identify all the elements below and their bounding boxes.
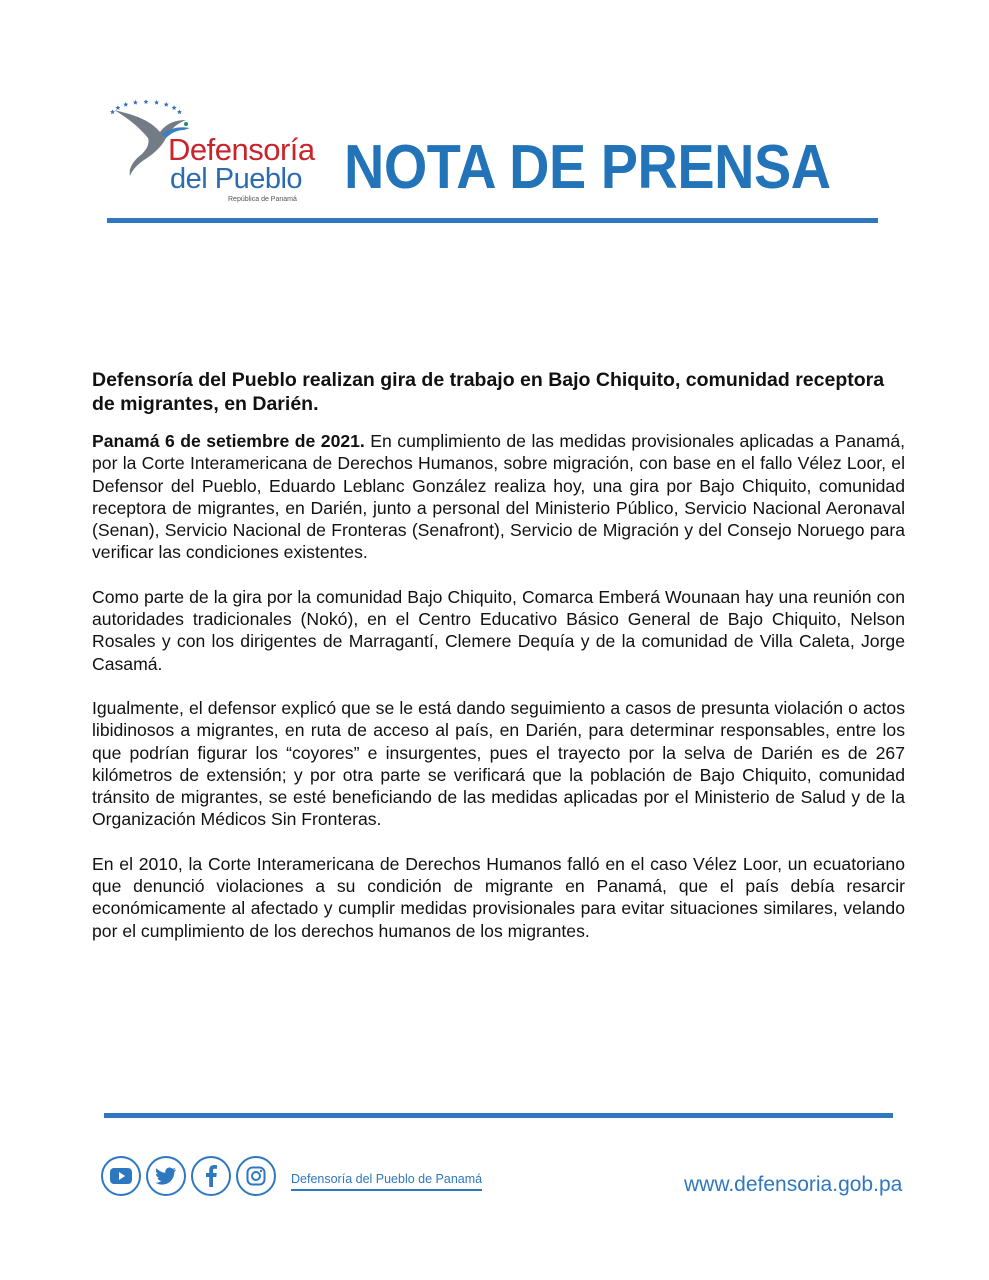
article-paragraph-1-text: En cumplimiento de las medidas provisionales aplicadas a Panamá, por la Corte Interamericana de Derechos Humanos, sobre migración, con base en el fallo Vélez Loor, el Defensor del Pueblo, Eduardo Leblanc González realiza hoy, una gira por Bajo Chiquito, comunidad receptora de migrantes, en Darién, junto a personal del Ministerio Público, Servicio Nacional Aeronaval (Senan), Servicio Nacional de Fronteras (Senafront), Servicio de Migración y del Consejo Noruego para verificar las condiciones existentes.	[92, 431, 905, 563]
article-body	[92, 368, 905, 964]
twitter-icon[interactable]	[146, 1156, 186, 1196]
social-handle[interactable]: Defensoría del Pueblo de Panamá	[291, 1172, 482, 1191]
social-links	[101, 1156, 276, 1198]
logo-subtitle: República de Panamá	[228, 196, 297, 203]
article-dateline: Panamá 6 de setiembre de 2021.	[92, 431, 365, 451]
article-paragraph-4: En el 2010, la Corte Interamericana de Derechos Humanos falló en el caso Vélez Loor, un ecuatoriano que denunció violaciones a su condición de migrante en Panamá, que el país debía resarcir económicamente al afectado y cumplir medidas provisionales para evitar situaciones similares, velando por el cumplimiento de los derechos humanos de los migrantes.	[92, 853, 905, 941]
article-paragraph-3: Igualmente, el defensor explicó que se le está dando seguimiento a casos de presunta violación o actos libidinosos a migrantes, en ruta de acceso al país, en Darién, para determinar responsables, entre los que podrían figurar los “coyores” e insurgentes, pues el trayecto por la selva de Darién es de 267 kilómetros de extensión; y por otra parte se verificará que la población de Bajo Chiquito, comunidad tránsito de migrantes, se esté beneficiando de las medidas aplicadas por el Ministerio de Salud y de la Organización Médicos Sin Fronteras.	[92, 697, 905, 830]
logo-text-del-pueblo: del Pueblo	[170, 163, 303, 195]
logo-star	[164, 102, 169, 107]
logo-star	[115, 105, 120, 110]
page-title: NOTA DE PRENSA	[344, 133, 831, 202]
website-link[interactable]: www.defensoria.gob.pa	[684, 1173, 903, 1196]
instagram-icon[interactable]	[236, 1156, 276, 1196]
facebook-icon[interactable]	[191, 1156, 231, 1196]
footer-divider	[104, 1113, 893, 1118]
logo-star	[177, 109, 182, 114]
header-divider	[107, 218, 878, 223]
logo-star	[133, 100, 138, 105]
logo-text-defensoria: Defensoría	[168, 132, 315, 167]
logo-star	[154, 100, 159, 105]
article-headline: Defensoría del Pueblo realizan gira de trabajo en Bajo Chiquito, comunidad receptora de migrantes, en Darién.	[92, 369, 885, 415]
logo-star	[144, 99, 149, 104]
youtube-icon[interactable]	[101, 1156, 141, 1196]
article-paragraph-2: Como parte de la gira por la comunidad Bajo Chiquito, Comarca Emberá Wounaan hay una reunión con autoridades tradicionales (Nokó), en el Centro Educativo Básico General de Bajo Chiquito, Nelson Rosales y con los dirigentes de Marragantí, Clemere Dequía y de la comunidad de Villa Caleta, Jorge Casamá.	[92, 586, 905, 674]
logo-star	[172, 105, 177, 110]
article-paragraph-1	[92, 430, 905, 564]
logo-star	[123, 102, 128, 107]
